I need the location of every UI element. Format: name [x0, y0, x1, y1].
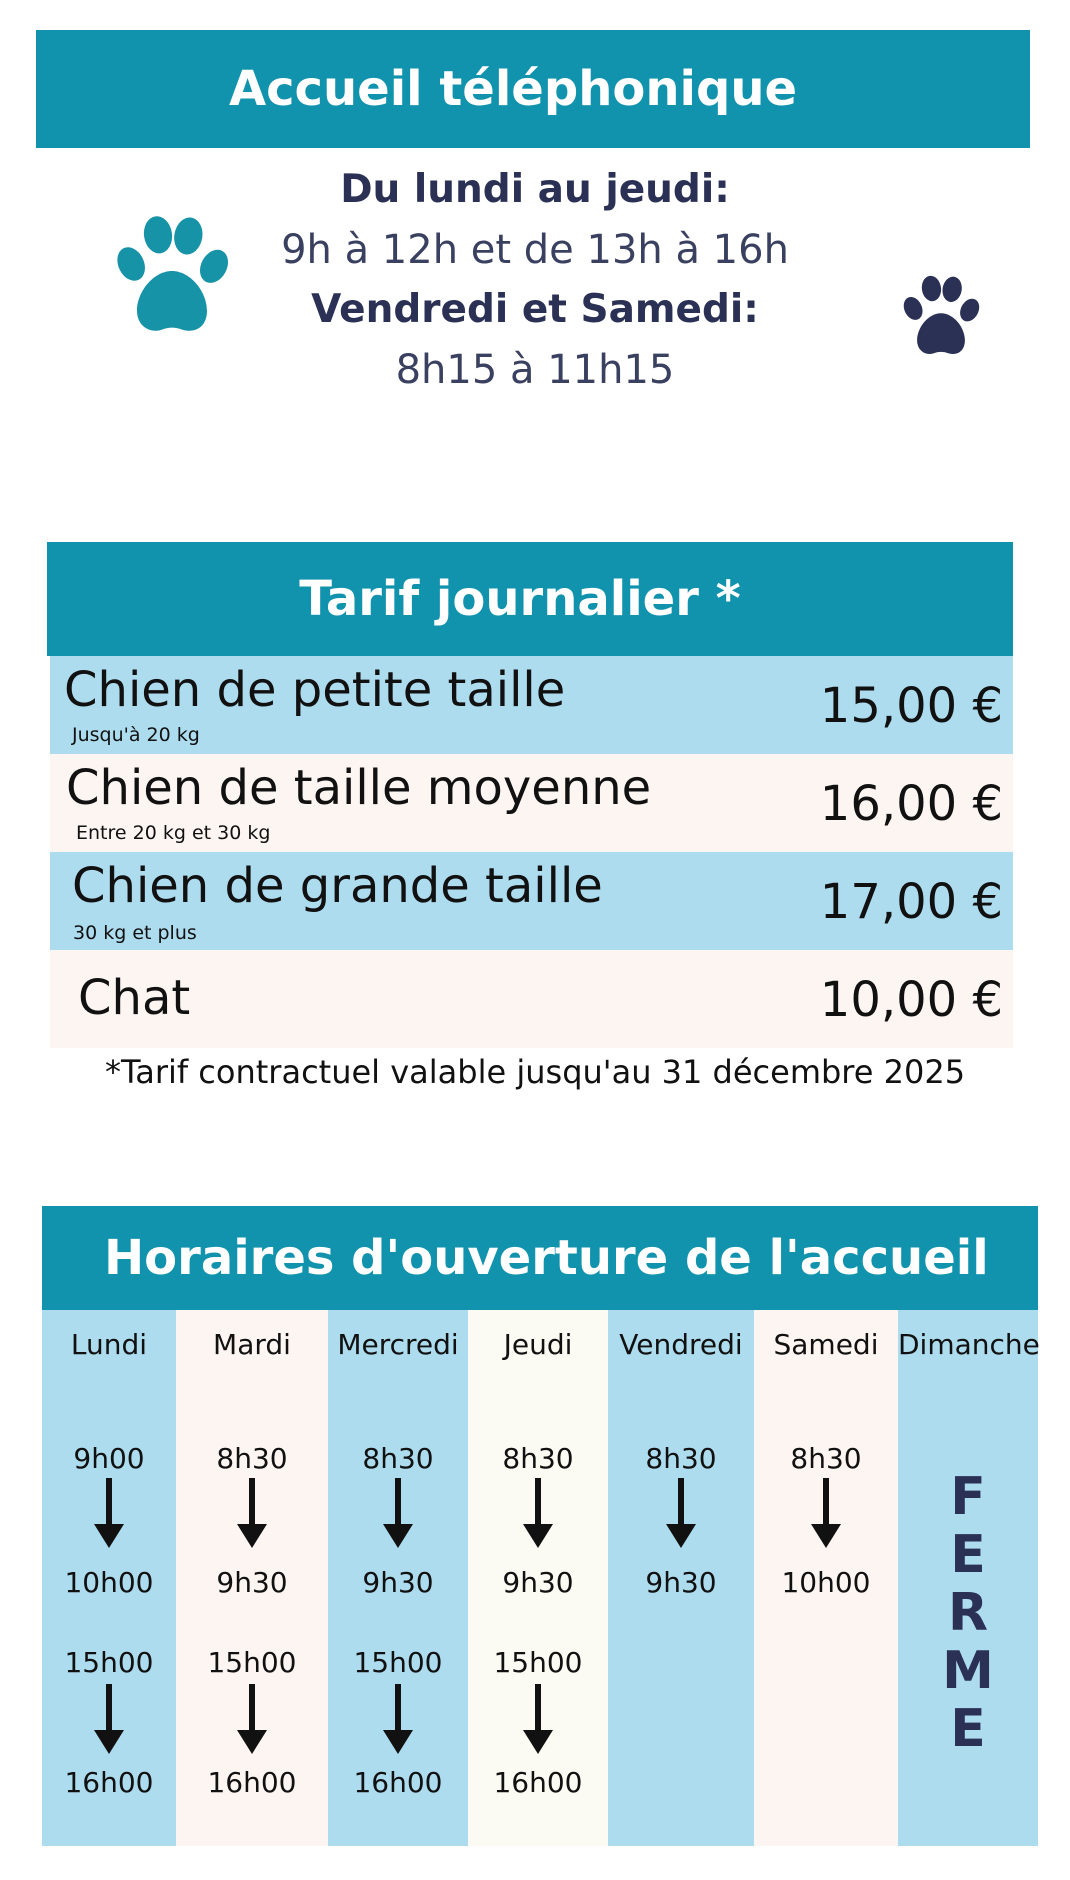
weekday-label: Du lundi au jeudi:: [340, 167, 730, 212]
price-row-small-dog: [50, 656, 1013, 754]
day-label: Jeudi: [503, 1328, 573, 1361]
time-morning-start: 8h30: [216, 1442, 288, 1475]
price-row-price: 16,00 €: [819, 776, 1003, 832]
time-afternoon-start: 15h00: [493, 1646, 583, 1679]
arrow-down-icon: [521, 1684, 555, 1754]
arrow-down-icon: [92, 1684, 126, 1754]
arrow-down-icon: [235, 1684, 269, 1754]
hours-column-mardi: [176, 1310, 328, 1846]
price-row-medium-dog: [50, 754, 1013, 852]
arrow-down-icon: [235, 1478, 269, 1548]
weekend-hours: 8h15 à 11h15: [395, 347, 675, 393]
paw-icon: [113, 215, 231, 341]
hours-column-dimanche: [898, 1310, 1038, 1846]
closed-letter: F: [950, 1467, 986, 1527]
time-morning-start: 8h30: [362, 1442, 434, 1475]
day-label: Dimanche: [898, 1328, 1040, 1361]
arrow-down-icon: [521, 1478, 555, 1548]
price-row-price: 15,00 €: [819, 678, 1003, 734]
arrow-down-icon: [381, 1478, 415, 1548]
day-label: Lundi: [70, 1328, 148, 1361]
price-row-name: Chat: [78, 970, 191, 1026]
price-row-weight: Entre 20 kg et 30 kg: [76, 822, 271, 844]
day-label: Mardi: [213, 1328, 291, 1361]
time-morning-end: 9h30: [362, 1566, 434, 1599]
arrow-down-icon: [92, 1478, 126, 1548]
price-row-weight: 30 kg et plus: [73, 922, 197, 944]
time-morning-end: 9h30: [216, 1566, 288, 1599]
phone-hours: [255, 160, 815, 400]
time-morning-end: 10h00: [64, 1566, 154, 1599]
price-row-name: Chien de petite taille: [64, 662, 566, 718]
closed-letter: M: [942, 1641, 994, 1701]
weekday-hours: 9h à 12h et de 13h à 16h: [281, 227, 789, 273]
price-row-weight: Jusqu'à 20 kg: [72, 724, 200, 746]
price-row-cat: [50, 950, 1013, 1048]
closed-label: [898, 1468, 1038, 1758]
price-row-name: Chien de taille moyenne: [66, 760, 652, 816]
paw-icon: [900, 275, 982, 361]
day-label: Vendredi: [619, 1328, 743, 1361]
time-afternoon-end: 16h00: [353, 1766, 443, 1799]
time-morning-start: 8h30: [502, 1442, 574, 1475]
hours-column-lundi: [42, 1310, 176, 1846]
time-afternoon-start: 15h00: [353, 1646, 443, 1679]
time-morning-start: 9h00: [73, 1442, 145, 1475]
closed-letter: R: [947, 1583, 989, 1643]
arrow-down-icon: [664, 1478, 698, 1548]
phone-section-title: Accueil téléphonique: [36, 30, 1030, 148]
hours-section-title: Horaires d'ouverture de l'accueil: [42, 1206, 1038, 1310]
closed-letter: E: [950, 1525, 986, 1585]
time-morning-start: 8h30: [645, 1442, 717, 1475]
time-morning-end: 9h30: [645, 1566, 717, 1599]
weekend-label: Vendredi et Samedi:: [311, 287, 759, 332]
time-afternoon-start: 15h00: [64, 1646, 154, 1679]
time-morning-end: 10h00: [781, 1566, 871, 1599]
time-morning-end: 9h30: [502, 1566, 574, 1599]
time-afternoon-start: 15h00: [207, 1646, 297, 1679]
day-label: Mercredi: [337, 1328, 459, 1361]
tarif-footnote: *Tarif contractuel valable jusqu'au 31 décembre 2025: [104, 1053, 966, 1091]
arrow-down-icon: [809, 1478, 843, 1548]
closed-letter: E: [950, 1699, 986, 1759]
day-label: Samedi: [773, 1328, 879, 1361]
time-afternoon-end: 16h00: [493, 1766, 583, 1799]
price-row-price: 10,00 €: [819, 972, 1003, 1028]
price-row-price: 17,00 €: [819, 874, 1003, 930]
arrow-down-icon: [381, 1684, 415, 1754]
tarif-section-title: Tarif journalier *: [47, 542, 1013, 656]
hours-column-mercredi: [328, 1310, 468, 1846]
hours-column-vendredi: [608, 1310, 754, 1846]
hours-column-samedi: [754, 1310, 898, 1846]
price-row-name: Chien de grande taille: [72, 858, 603, 914]
price-row-large-dog: [50, 852, 1013, 950]
time-afternoon-end: 16h00: [207, 1766, 297, 1799]
time-afternoon-end: 16h00: [64, 1766, 154, 1799]
time-morning-start: 8h30: [790, 1442, 862, 1475]
hours-column-jeudi: [468, 1310, 608, 1846]
